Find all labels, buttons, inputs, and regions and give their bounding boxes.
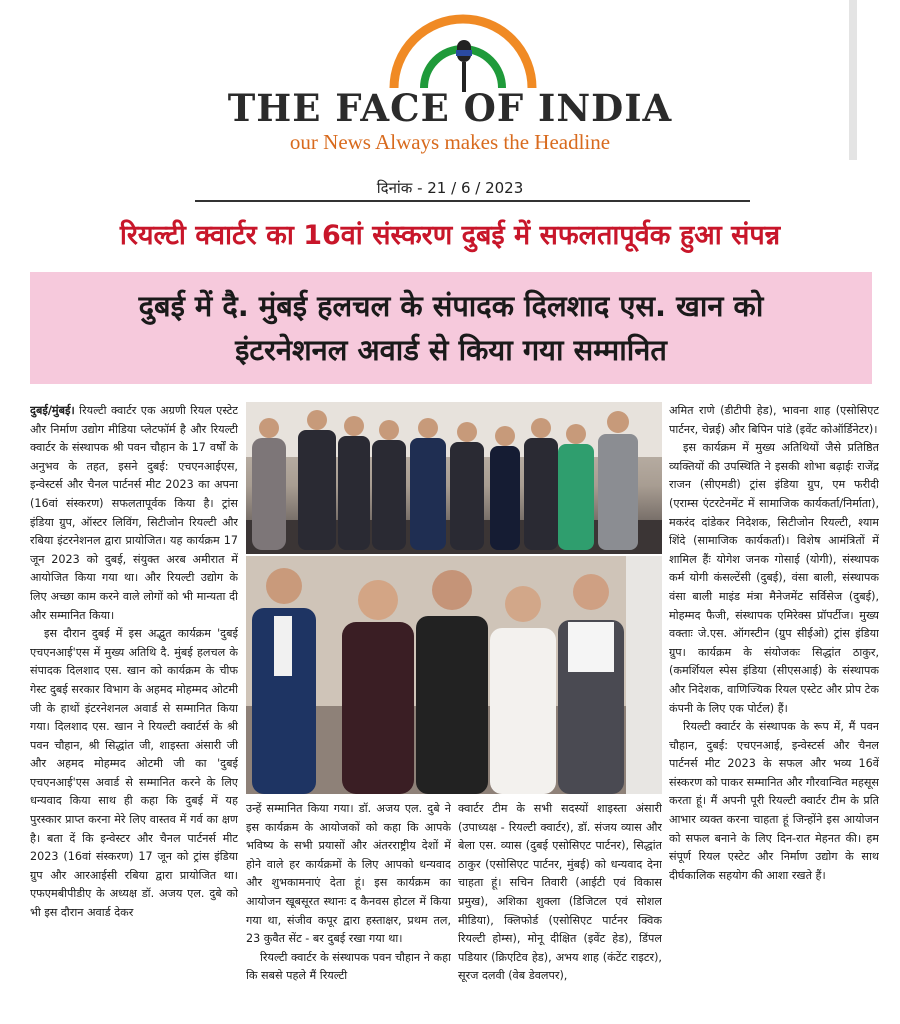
microphone-icon	[455, 40, 473, 92]
brand-name: THE FACE OF INDIA	[227, 86, 673, 130]
date-rule	[195, 200, 750, 202]
headline-secondary-line1: दुबई में दै. मुंबई हलचल के संपादक दिलशाद एस. खान को	[138, 289, 764, 323]
masthead	[0, 0, 900, 160]
article-column-4	[669, 402, 879, 1007]
headline-secondary-line2: इंटरनेशनल अवार्ड से किया गया सम्मानित	[235, 333, 667, 367]
group-photo-top	[246, 402, 662, 554]
article-column-3	[458, 800, 662, 1006]
headline-secondary	[30, 284, 872, 372]
article-column-2	[246, 800, 451, 1006]
edge-strip	[849, 0, 857, 160]
article-paragraph: अमित राणे (डीटीपी हेड), भावना शाह (एसोसिएट पार्टनर, चेन्नई) और बिपिन पांडे (इवेंट कोऑर्डिनेटर)।	[669, 404, 879, 436]
article-paragraph: उन्हें सम्मानित किया गया। डॉ. अजय एल. दुबे ने इस कार्यक्रम के आयोजकों को कहा कि आपके भविष्य के सभी प्रयासों और अंतरराष्ट्रीय देशों में होने वाले हर कार्यक्रमों के लिए आपको धन्यवाद और शुभकामनाएं देता हूं। इस कार्यक्रम का आयोजन खूबसूरत स्थानः द कैनवस होटल में किया गया था, संजीव कपूर द्वारा हस्ताक्षर, प्रथम तल, 23 कुवैत सेंट - बर दुबई रखा गया था।	[246, 802, 451, 946]
article-paragraph: इस कार्यक्रम में मुख्य अतिथियों जैसे प्रतिष्ठित व्यक्तियों की उपस्थिति ने इसकी शोभा बढ़ाईः राजेंद्र राजन (सीएमडी) ट्रांस इंडिया ग्रुप, एम फरीदी (एराम्स एंटरटेनमेंट में सामाजिक कार्यकर्ता/निर्माता), मकरंद दांडेकर निदेशक, सिटीजोन रियल्टी, श्याम शिंदे (सामाजिक कार्यकर्ता)। विशेष आमंत्रितों में शामिल हैंः योगेश जनक गोसाई (योगी), संस्थापक कर्म योगी कंसल्टेंसी (दुबई), वंसा बाली, संस्थापक वंसा बाली माइंड मंत्रा मैनेजमेंट सर्विसेज (दुबई), मोहम्मद फैजी, संस्थापक एमिरेक्स प्रॉपर्टीज। मुख्य वक्ताः जे.एस. ऑगस्टीन (ग्रुप सीईओ) ट्रांस इंडिया ग्रुप। कार्यक्रम के संयोजकः सिद्धांत ठाकुर, (कमर्शियल स्पेस इंडिया (सीएसआई) के संस्थापक और निदेशक, वाणिज्यिक रियल एस्टेट और प्रोप टेक कंपनी के लिए एक पोर्टल) हैं।	[669, 441, 879, 715]
headline-primary: रियल्टी क्वार्टर का 16वां संस्करण दुबई में सफलतापूर्वक हुआ संपन्न	[119, 220, 781, 251]
place-dateline: दुबई/मुंबई।	[30, 404, 75, 417]
article-paragraph	[30, 402, 238, 625]
issue-date: दिनांक - 21 / 6 / 2023	[376, 179, 524, 197]
article-paragraph: रियल्टी क्वार्टर के संस्थापक के रूप में, मैं पवन चौहान, दुबई: एचएनआई, इन्वेस्टर्स और चैनल पार्टनर्स मीट 2023 के सफल और भव्य 16वें संस्करण को पाकर सम्मानित और गौरवान्वित महसूस करता हूं। मैं अपनी पूरी रियल्टी क्वार्टर टीम के प्रति आभार व्यक्त करना चाहता हूं जिन्होंने इस आयोजन को सफल बनाने के लिए दिन-रात मेहनत की। हम संपूर्ण रियल एस्टेट और निर्माण उद्योग के साथ दीर्घकालिक सहयोग की आशा रखते हैं।	[669, 720, 879, 882]
article-column-1	[30, 402, 238, 1002]
paragraph-text: रियल्टी क्वार्टर एक अग्रणी रियल एस्टेट और निर्माण उद्योग मीडिया प्लेटफॉर्म है और रियल्टी क्वार्टर के संस्थापक श्री पवन चौहान के 17 वर्षों के अनुभव के तहत, इसने दुबई: एचएनआईएस, इन्वेस्टर्स और चैनल पार्टनर्स मीट 2023 का अपना (16वां संस्करण) सफलतापूर्वक किया है। ट्रांस इंडिया ग्रुप, ऑस्टर लिविंग, सिटीजोन रियल्टी और रबिया इंटरनेशनल द्वारा प्रायोजित। यह कार्यक्रम 17 जून 2023 को दुबई, संयुक्त अरब अमीरात में आयोजित किया गया था। और रियल्टी उद्योग के लिए अच्छा काम करने वाले लोगों को भी मान्यता दी और सम्मानित किया।	[30, 404, 238, 622]
article-paragraph: इस दौरान दुबई में इस अद्भुत कार्यक्रम 'दुबई एचएनआई'एस में मुख्य अतिथि दै. मुंबई हलचल के संपादक दिलशाद एस. खान को कार्यक्रम के चीफ गेस्ट दुबई सरकार विभाग के अहमद मोहम्मद ओटमी जी के हाथों इंटरनेशनल अवार्ड से सम्मानित किया गया। दिलशाद एस. खान ने रियल्टी क्वार्टर्स के श्री पवन चौहान, श्री सिद्धांत जी, शाइस्ता अंसारी जी और अहमद मोहम्मद ओटमी जी का 'दुबई एचएनआई'एस अवार्ड से सम्मानित करने के लिए धन्यवाद किया साथ ही कहा कि दुबई में यह पुरस्कार प्राप्त करना मेरे लिए वास्तव में गर्व का क्षण है। बता दें कि इन्वेस्टर और चैनल पार्टनर्स मीट 2023 (16वां संस्करण) 17 जून को ट्रांस इंडिया ग्रुप और आरआईसी रबिया द्वारा प्रायोजित था। एफएमबीपीडीए के अध्यक्ष डॉ. अजय एल. दुबे को भी इस दौरान अवार्ड देकर	[30, 627, 238, 920]
article-paragraph: क्वार्टर टीम के सभी सदस्यों शाइस्ता अंसारी (उपाध्यक्ष - रियल्टी क्वार्टर), डॉ. संजय व्यास और बेला एस. व्यास (दुबई एसोसिएट पार्टनर), सिद्धांत ठाकुर (एसोसिएट पार्टनर, मुंबई) को धन्यवाद देना चाहता हूं। सचिन तिवारी (आईटी एवं विकास प्रमुख), अशिका शुक्ला (डिजिटल एवं सोशल मीडिया), क्लिफोर्ड (एसोसिएट पार्टनर क्विक रियल्टी होम्स), मोनू दीक्षित (इवेंट हेड), डिंपल पडियार (क्रिएटिव हेड), अभय शाह (कंटेंट राइटर), सूरज दलवी (वेब डेवलपर),	[458, 802, 662, 983]
award-photo-bottom	[246, 556, 662, 794]
article-paragraph: रियल्टी क्वार्टर के संस्थापक पवन चौहान ने कहा कि सबसे पहले मैं रियल्टी	[246, 950, 451, 983]
tagline: our News Always makes the Headline	[289, 130, 611, 154]
